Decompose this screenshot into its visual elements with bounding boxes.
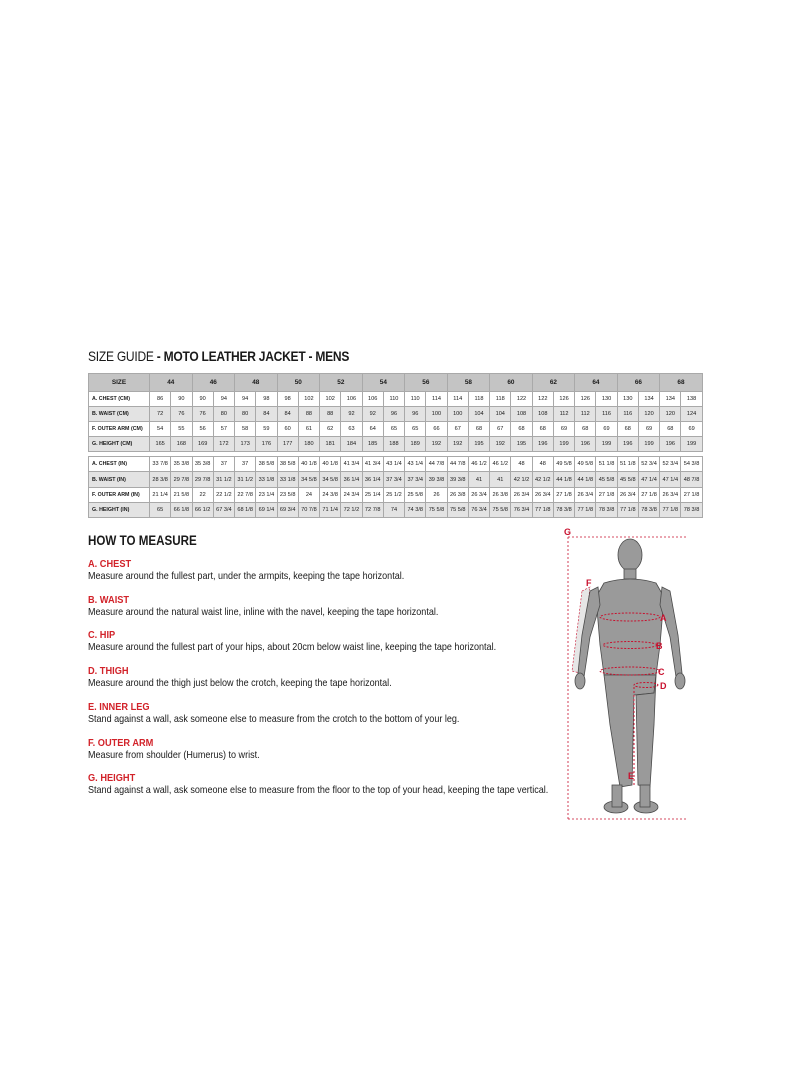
table-cell: 26 3/8 — [447, 487, 468, 502]
table-cell: 84 — [256, 407, 277, 422]
measure-item — [88, 701, 558, 725]
label-b: B — [656, 641, 663, 651]
measure-item-desc: Measure from shoulder (Humerus) to wrist. — [88, 749, 260, 761]
row-label: B. WAIST (CM) — [89, 407, 150, 422]
table-cell: 196 — [575, 437, 596, 452]
table-cell: 46 1/2 — [468, 457, 489, 472]
table-cell: 65 — [405, 422, 426, 437]
table-cell: 98 — [277, 392, 298, 407]
table-cell: 75 5/8 — [490, 502, 511, 517]
table-cell: 188 — [383, 437, 404, 452]
table-cell: 172 — [213, 437, 234, 452]
table-cell: 196 — [532, 437, 553, 452]
table-cell: 34 5/8 — [320, 472, 341, 487]
table-cell: 72 1/2 — [341, 502, 362, 517]
table-cell: 67 3/4 — [213, 502, 234, 517]
table-cell: 88 — [320, 407, 341, 422]
table-cell: 54 — [150, 422, 171, 437]
table-cell: 44 7/8 — [447, 457, 468, 472]
table-cell: 65 — [383, 422, 404, 437]
measure-item — [88, 558, 558, 582]
table-cell: 47 1/4 — [660, 472, 681, 487]
right-hand — [675, 673, 685, 689]
right-arm — [660, 587, 682, 677]
measure-item-desc: Measure around the natural waist line, inline with the navel, keeping the tape horizontal. — [88, 606, 439, 618]
table-cell: 72 — [150, 407, 171, 422]
table-cell: 52 3/4 — [638, 457, 659, 472]
table-cell: 35 3/8 — [171, 457, 192, 472]
table-cell: 75 5/8 — [426, 502, 447, 517]
table-cell: 196 — [660, 437, 681, 452]
table-cell: 75 5/8 — [447, 502, 468, 517]
size-header-cell: 50 — [277, 374, 320, 392]
label-c: C — [658, 667, 665, 677]
table-cell: 24 3/4 — [341, 487, 362, 502]
table-cell: 78 3/8 — [638, 502, 659, 517]
table-cell: 96 — [383, 407, 404, 422]
table-cell: 41 3/4 — [362, 457, 383, 472]
table-cell: 68 — [660, 422, 681, 437]
table-cell: 92 — [341, 407, 362, 422]
table-cell: 27 1/8 — [681, 487, 702, 502]
table-cell: 77 1/8 — [532, 502, 553, 517]
table-cell: 77 1/8 — [660, 502, 681, 517]
table-cell: 28 3/8 — [150, 472, 171, 487]
table-cell: 24 3/8 — [320, 487, 341, 502]
table-cell: 37 3/4 — [383, 472, 404, 487]
size-header-label: SIZE — [89, 374, 150, 392]
right-shin — [640, 785, 650, 807]
table-cell: 176 — [256, 437, 277, 452]
table-cell: 78 3/8 — [681, 502, 702, 517]
size-header-cell: 68 — [660, 374, 703, 392]
label-d: D — [660, 681, 667, 691]
size-header-cell: 54 — [362, 374, 405, 392]
neck — [624, 569, 636, 579]
measure-item-title: E. INNER LEG — [88, 701, 150, 713]
measure-item — [88, 594, 558, 618]
table-row — [89, 437, 703, 452]
table-cell: 25 1/2 — [383, 487, 404, 502]
table-cell: 104 — [490, 407, 511, 422]
table-cell: 102 — [320, 392, 341, 407]
table-cell: 173 — [235, 437, 256, 452]
table-cell: 48 — [511, 457, 532, 472]
table-cell: 26 3/4 — [532, 487, 553, 502]
measure-item — [88, 772, 558, 796]
table-cell: 66 1/8 — [171, 502, 192, 517]
table-cell: 199 — [596, 437, 617, 452]
table-row — [89, 472, 703, 487]
table-cell: 68 — [575, 422, 596, 437]
table-cell: 33 1/8 — [256, 472, 277, 487]
row-label: G. HEIGHT (CM) — [89, 437, 150, 452]
table-cell: 38 5/8 — [277, 457, 298, 472]
table-cell: 47 1/4 — [638, 472, 659, 487]
table-cell: 110 — [405, 392, 426, 407]
table-cell: 69 — [638, 422, 659, 437]
table-cell: 67 — [490, 422, 511, 437]
table-cell: 27 1/8 — [553, 487, 574, 502]
table-cell: 27 1/8 — [596, 487, 617, 502]
table-cell: 48 — [532, 457, 553, 472]
table-cell: 23 1/4 — [256, 487, 277, 502]
label-a: A — [660, 613, 667, 623]
table-cell: 76 — [192, 407, 213, 422]
table-cell: 62 — [320, 422, 341, 437]
table-cell: 86 — [150, 392, 171, 407]
table-cell: 25 1/4 — [362, 487, 383, 502]
table-row — [89, 457, 703, 472]
table-cell: 199 — [553, 437, 574, 452]
table-cell: 51 1/8 — [617, 457, 638, 472]
table-cell: 56 — [192, 422, 213, 437]
table-cell: 23 5/8 — [277, 487, 298, 502]
table-cell: 55 — [171, 422, 192, 437]
table-cell: 80 — [213, 407, 234, 422]
table-cell: 78 3/8 — [596, 502, 617, 517]
table-cell: 177 — [277, 437, 298, 452]
table-cell: 24 — [298, 487, 319, 502]
table-cell: 76 3/4 — [468, 502, 489, 517]
table-cell: 37 — [213, 457, 234, 472]
row-label: B. WAIST (IN) — [89, 472, 150, 487]
measure-item-title: C. HIP — [88, 629, 116, 641]
table-cell: 46 1/2 — [490, 457, 511, 472]
table-cell: 192 — [490, 437, 511, 452]
table-cell: 88 — [298, 407, 319, 422]
table-cell: 76 3/4 — [511, 502, 532, 517]
table-cell: 120 — [660, 407, 681, 422]
table-cell: 59 — [256, 422, 277, 437]
table-cell: 76 — [171, 407, 192, 422]
table-cell: 26 — [426, 487, 447, 502]
table-cell: 68 — [468, 422, 489, 437]
table-cell: 94 — [235, 392, 256, 407]
table-cell: 168 — [171, 437, 192, 452]
table-cell: 41 — [490, 472, 511, 487]
table-cell: 118 — [468, 392, 489, 407]
row-label: A. CHEST (CM) — [89, 392, 150, 407]
table-cell: 165 — [150, 437, 171, 452]
table-cell: 77 1/8 — [575, 502, 596, 517]
title-prefix: SIZE GUIDE — [88, 348, 154, 364]
table-cell: 41 — [468, 472, 489, 487]
table-cell: 74 3/8 — [405, 502, 426, 517]
table-cell: 42 1/2 — [511, 472, 532, 487]
table-cell: 130 — [617, 392, 638, 407]
table-cell: 22 1/2 — [213, 487, 234, 502]
table-cell: 184 — [341, 437, 362, 452]
table-cell: 116 — [617, 407, 638, 422]
table-cell: 33 7/8 — [150, 457, 171, 472]
table-cell: 35 3/8 — [192, 457, 213, 472]
table-cell: 134 — [638, 392, 659, 407]
table-cell: 33 1/8 — [277, 472, 298, 487]
measure-item-desc: Measure around the fullest part, under the armpits, keeping the tape horizontal. — [88, 570, 405, 582]
measure-item-title: B. WAIST — [88, 594, 130, 606]
table-cell: 108 — [532, 407, 553, 422]
table-cell: 199 — [681, 437, 702, 452]
table-row — [89, 392, 703, 407]
table-cell: 52 3/4 — [660, 457, 681, 472]
measure-item — [88, 737, 558, 761]
row-label: F. OUTER ARM (CM) — [89, 422, 150, 437]
table-cell: 40 1/8 — [320, 457, 341, 472]
table-cell: 45 5/8 — [617, 472, 638, 487]
table-cell: 37 3/4 — [405, 472, 426, 487]
measure-item-desc: Stand against a wall, ask someone else to measure from the floor to the top of your head, keeping the tape vertical. — [88, 784, 549, 796]
table-cell: 114 — [447, 392, 468, 407]
row-label: A. CHEST (IN) — [89, 457, 150, 472]
table-cell: 106 — [341, 392, 362, 407]
table-cell: 43 1/4 — [383, 457, 404, 472]
table-cell: 21 5/8 — [171, 487, 192, 502]
table-cell: 39 3/8 — [447, 472, 468, 487]
table-cell: 90 — [171, 392, 192, 407]
table-cell: 195 — [468, 437, 489, 452]
table-cell: 118 — [490, 392, 511, 407]
table-cell: 29 7/8 — [171, 472, 192, 487]
table-cell: 120 — [638, 407, 659, 422]
table-cell: 196 — [617, 437, 638, 452]
table-row — [89, 502, 703, 517]
size-header-cell: 62 — [532, 374, 575, 392]
table-cell: 169 — [192, 437, 213, 452]
table-cell: 180 — [298, 437, 319, 452]
head — [618, 539, 642, 571]
table-cell: 40 1/8 — [298, 457, 319, 472]
table-cell: 106 — [362, 392, 383, 407]
measure-item — [88, 629, 558, 653]
label-f: F — [586, 578, 592, 588]
table-cell: 98 — [256, 392, 277, 407]
table-cell: 69 — [553, 422, 574, 437]
measure-item-title: D. THIGH — [88, 665, 129, 677]
measure-item-title: A. CHEST — [88, 558, 132, 570]
label-e: E — [628, 771, 635, 781]
table-cell: 26 3/8 — [490, 487, 511, 502]
table-cell: 51 1/8 — [596, 457, 617, 472]
body-figure-svg — [560, 525, 702, 820]
table-row — [89, 407, 703, 422]
title-main: - MOTO LEATHER JACKET - MENS — [156, 348, 350, 364]
table-cell: 130 — [596, 392, 617, 407]
table-row — [89, 487, 703, 502]
size-header-cell: 66 — [617, 374, 660, 392]
table-cell: 90 — [192, 392, 213, 407]
table-cell: 66 — [426, 422, 447, 437]
table-cell: 126 — [553, 392, 574, 407]
table-cell: 108 — [511, 407, 532, 422]
body-measure-figure — [560, 525, 702, 820]
size-table — [88, 373, 703, 518]
table-cell: 72 7/8 — [362, 502, 383, 517]
table-cell: 74 — [383, 502, 404, 517]
table-cell: 102 — [298, 392, 319, 407]
measure-item-title: F. OUTER ARM — [88, 737, 154, 749]
table-cell: 69 3/4 — [277, 502, 298, 517]
table-cell: 27 1/8 — [638, 487, 659, 502]
table-cell: 31 1/2 — [235, 472, 256, 487]
measure-item — [88, 665, 558, 689]
table-cell: 31 1/2 — [213, 472, 234, 487]
table-cell: 61 — [298, 422, 319, 437]
table-cell: 26 3/4 — [511, 487, 532, 502]
table-cell: 26 3/4 — [575, 487, 596, 502]
table-cell: 44 1/8 — [575, 472, 596, 487]
row-label: F. OUTER ARM (IN) — [89, 487, 150, 502]
measure-item-desc: Stand against a wall, ask someone else to measure from the crotch to the bottom of your leg. — [88, 713, 460, 725]
size-header-cell: 48 — [235, 374, 278, 392]
table-cell: 26 3/4 — [660, 487, 681, 502]
table-cell: 44 7/8 — [426, 457, 447, 472]
table-cell: 71 1/4 — [320, 502, 341, 517]
table-cell: 92 — [362, 407, 383, 422]
table-cell: 124 — [681, 407, 702, 422]
measure-item-desc: Measure around the fullest part of your hips, about 20cm below waist line, keeping the tape horizontal. — [88, 641, 497, 653]
table-cell: 41 3/4 — [341, 457, 362, 472]
table-cell: 39 3/8 — [426, 472, 447, 487]
label-g: G — [564, 527, 572, 537]
table-cell: 100 — [426, 407, 447, 422]
table-cell: 43 1/4 — [405, 457, 426, 472]
table-cell: 112 — [575, 407, 596, 422]
table-cell: 84 — [277, 407, 298, 422]
table-cell: 63 — [341, 422, 362, 437]
table-cell: 138 — [681, 392, 702, 407]
table-cell: 192 — [447, 437, 468, 452]
table-cell: 65 — [150, 502, 171, 517]
size-guide-title — [88, 348, 349, 364]
table-cell: 181 — [320, 437, 341, 452]
table-cell: 96 — [405, 407, 426, 422]
table-cell: 189 — [405, 437, 426, 452]
table-cell: 26 3/4 — [617, 487, 638, 502]
table-cell: 58 — [235, 422, 256, 437]
size-header-cell: 58 — [447, 374, 490, 392]
left-shin — [612, 785, 622, 807]
table-cell: 100 — [447, 407, 468, 422]
table-cell: 34 5/8 — [298, 472, 319, 487]
table-cell: 48 7/8 — [681, 472, 702, 487]
table-cell: 110 — [383, 392, 404, 407]
table-cell: 25 5/8 — [405, 487, 426, 502]
table-row — [89, 422, 703, 437]
table-cell: 122 — [511, 392, 532, 407]
table-cell: 68 — [532, 422, 553, 437]
table-cell: 69 — [681, 422, 702, 437]
table-cell: 64 — [362, 422, 383, 437]
table-cell: 21 1/4 — [150, 487, 171, 502]
table-cell: 185 — [362, 437, 383, 452]
size-header-cell: 44 — [150, 374, 193, 392]
table-cell: 68 — [511, 422, 532, 437]
table-cell: 78 3/8 — [553, 502, 574, 517]
size-header-cell: 52 — [320, 374, 363, 392]
size-header-cell: 46 — [192, 374, 235, 392]
table-cell: 37 — [235, 457, 256, 472]
table-cell: 68 1/8 — [235, 502, 256, 517]
table-cell: 114 — [426, 392, 447, 407]
table-cell: 44 1/8 — [553, 472, 574, 487]
table-cell: 38 5/8 — [256, 457, 277, 472]
table-cell: 126 — [575, 392, 596, 407]
table-cell: 104 — [468, 407, 489, 422]
table-cell: 199 — [638, 437, 659, 452]
table-cell: 80 — [235, 407, 256, 422]
size-header-cell: 64 — [575, 374, 618, 392]
table-cell: 112 — [553, 407, 574, 422]
table-cell: 122 — [532, 392, 553, 407]
measure-item-desc: Measure around the thigh just below the crotch, keeping the tape horizontal. — [88, 677, 392, 689]
table-cell: 45 5/8 — [596, 472, 617, 487]
table-cell: 68 — [617, 422, 638, 437]
table-cell: 69 — [596, 422, 617, 437]
table-cell: 36 1/4 — [341, 472, 362, 487]
table-cell: 49 5/8 — [553, 457, 574, 472]
table-cell: 77 1/8 — [617, 502, 638, 517]
table-cell: 195 — [511, 437, 532, 452]
table-cell: 22 7/8 — [235, 487, 256, 502]
table-cell: 67 — [447, 422, 468, 437]
torso — [596, 579, 664, 675]
table-cell: 66 1/2 — [192, 502, 213, 517]
how-to-measure-heading: HOW TO MEASURE — [88, 533, 197, 548]
table-cell: 22 — [192, 487, 213, 502]
table-cell: 42 1/2 — [532, 472, 553, 487]
table-cell: 134 — [660, 392, 681, 407]
table-cell: 69 1/4 — [256, 502, 277, 517]
table-cell: 57 — [213, 422, 234, 437]
table-cell: 116 — [596, 407, 617, 422]
row-label: G. HEIGHT (IN) — [89, 502, 150, 517]
table-cell: 36 1/4 — [362, 472, 383, 487]
table-cell: 54 3/8 — [681, 457, 702, 472]
left-hand — [575, 673, 585, 689]
table-cell: 94 — [213, 392, 234, 407]
measure-item-title: G. HEIGHT — [88, 772, 136, 784]
table-cell: 26 3/4 — [468, 487, 489, 502]
table-cell: 49 5/8 — [575, 457, 596, 472]
table-cell: 70 7/8 — [298, 502, 319, 517]
table-cell: 192 — [426, 437, 447, 452]
size-header-row — [89, 374, 703, 392]
table-cell: 60 — [277, 422, 298, 437]
size-header-cell: 56 — [405, 374, 448, 392]
size-header-cell: 60 — [490, 374, 533, 392]
table-cell: 29 7/8 — [192, 472, 213, 487]
